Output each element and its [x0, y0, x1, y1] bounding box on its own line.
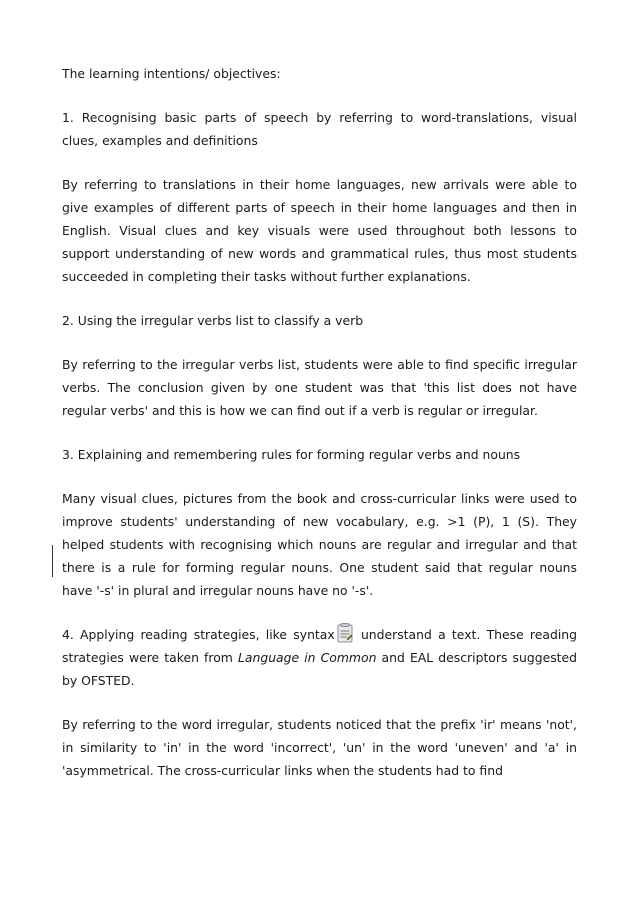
- section-4-title-start: 4. Applying reading strategies, like syntax: [62, 627, 335, 642]
- objectives-heading: The learning intentions/ objectives:: [62, 66, 281, 81]
- section-1-body: By referring to translations in their home languages, new arrivals were able to give examples of different parts of speech in their home languages and then in English. Visual clues and key visuals were used throughout both lessons to support understanding of new words and grammatical rules, thus most students succeeded in completing their tasks without further explanations.: [62, 177, 577, 284]
- section-2-title: 2. Using the irregular verbs list to classify a verb: [62, 313, 364, 328]
- section-4-title-middle: understand a text. These reading strategies were taken from: [62, 627, 577, 665]
- section-1-title: 1. Recognising basic parts of speech by referring to word-translations, visual clues, examples and definitions: [62, 110, 577, 148]
- document-page: [62, 62, 577, 803]
- section-3-title: 3. Explaining and remembering rules for forming regular verbs and nouns: [62, 447, 521, 462]
- final-paragraph: By referring to the word irregular, students noticed that the prefix 'ir' means 'not', in similarity to 'in' in the word 'incorrect', 'un' in the word 'uneven' and 'a' in 'asymmetrical. The cross-curricular links when the students had to find: [62, 717, 577, 778]
- note-icon[interactable]: [337, 623, 353, 643]
- section-4-title: [62, 623, 577, 692]
- section-4-title-end: and EAL descriptors suggested by OFSTED.: [62, 650, 577, 688]
- section-2-body: By referring to the irregular verbs list, students were able to find specific irregular verbs. The conclusion given by one student was that 'this list does not have regular verbs' and this is how we can find out if a verb is regular or irregular.: [62, 357, 577, 418]
- section-4-italic-source: Language in Common: [237, 650, 377, 665]
- section-3-body: Many visual clues, pictures from the book and cross-curricular links were used to improve students' understanding of new vocabulary, e.g. >1 (P), 1 (S). They helped students with recognising which nouns are regular and irregular and that there is a rule for forming regular nouns. One student said that regular nouns have '-s' in plural and irregular nouns have no '-s'.: [62, 491, 577, 598]
- text-cursor-bar: [52, 545, 53, 577]
